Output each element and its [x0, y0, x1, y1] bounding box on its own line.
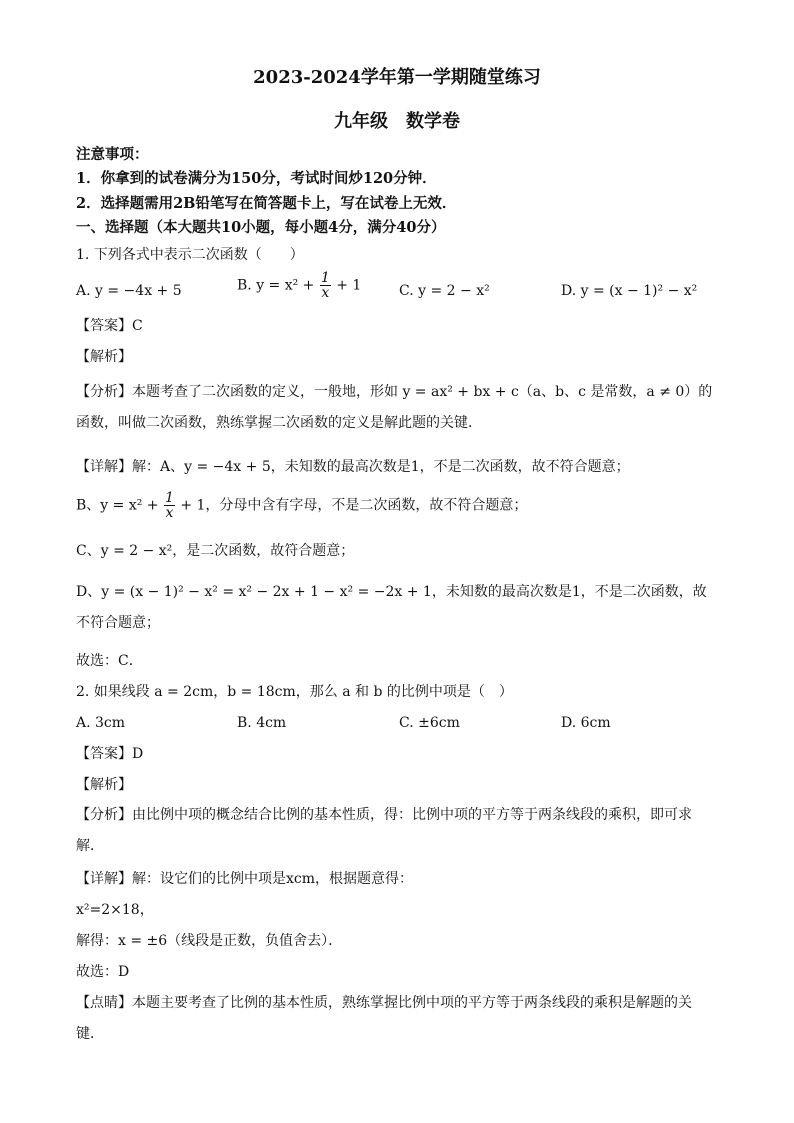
q2-dianjing: 【点睛】本题主要考查了比例的基本性质，熟练掌握比例中项的平方等于两条线段的乘积是解题的关键．: [76, 995, 692, 1042]
q1-choose: 故选：C．: [76, 653, 143, 669]
q1-xiangjie-b: [76, 491, 527, 520]
notice-heading: 注意事项：: [76, 146, 149, 163]
section-heading: 一、选择题（本大题共10小题，每小题4分，满分40分）: [76, 219, 446, 236]
q2-analysis-label: 【解析】: [76, 777, 132, 793]
q1-option-b-pre: B. y = x² +: [237, 277, 319, 294]
q2-answer: 【答案】D: [76, 746, 144, 762]
fraction-denominator: x: [165, 505, 174, 521]
notice-item-1: 1．你拿到的试卷满分为150分，考试时间炒120分钟．: [76, 170, 437, 187]
q1-option-a: A. y = −4x + 5: [76, 283, 182, 299]
fraction-numerator: 1: [320, 270, 330, 286]
fraction: [164, 491, 175, 520]
q1-xiangjie-a: 【详解】解：A、y = −4x + 5，未知数的最高次数是1，不是二次函数，故不符合题意；: [76, 459, 630, 475]
q2-choose: 故选：D: [76, 964, 130, 980]
q1-answer: 【答案】C: [76, 318, 143, 334]
q1-xiangjie-b-pre: B、y = x² +: [76, 497, 163, 514]
q2-option-b: B. 4cm: [237, 715, 287, 731]
fraction: [320, 271, 331, 300]
q1-option-b-post: + 1: [331, 277, 362, 294]
q2-xiangjie: 【详解】解：设它们的比例中项是xcm，根据题意得：: [76, 871, 414, 887]
q2-option-a: A. 3cm: [76, 715, 126, 731]
q2-solve: 解得：x = ±6（线段是正数，负值舍去）．: [76, 933, 343, 949]
q1-xiangjie-d: D、y = (x − 1)² − x² = x² − 2x + 1 − x² = −2x + 1，未知数的最高次数是1，不是二次函数，故不符合题意；: [76, 584, 707, 631]
q1-analysis-label: 【解析】: [76, 349, 132, 365]
q1-option-b: [237, 271, 361, 300]
fraction-denominator: x: [321, 285, 330, 301]
q2-fenxi: 【分析】由比例中项的概念结合比例的基本性质，得：比例中项的平方等于两条线段的乘积，即可求解．: [76, 807, 692, 854]
q2-equation: x²=2×18，: [76, 902, 154, 918]
page-title: 2023-2024学年第一学期随堂练习: [253, 67, 541, 88]
notice-item-2: 2．选择题需用2B铅笔写在简答题卡上，写在试卷上无效．: [76, 195, 457, 212]
q1-option-d: D. y = (x − 1)² − x²: [561, 283, 698, 299]
q1-option-c: C. y = 2 − x²: [399, 283, 490, 299]
q1-fenxi: 【分析】本题考查了二次函数的定义，一般地，形如 y = ax² + bx + c（a、b、c 是常数，a ≠ 0）的函数，叫做二次函数，熟练掌握二次函数的定义是解此题的关键．: [76, 384, 713, 431]
q2-option-c: C. ±6cm: [399, 715, 460, 731]
fraction-numerator: 1: [164, 490, 174, 506]
q1-xiangjie-b-post: + 1，分母中含有字母，不是二次函数，故不符合题意；: [175, 497, 528, 514]
q2-option-d: D. 6cm: [561, 715, 611, 731]
q2-stem: 2. 如果线段 a = 2cm，b = 18cm，那么 a 和 b 的比例中项是（ ）: [76, 684, 513, 700]
q1-stem: 1. 下列各式中表示二次函数（ ）: [76, 247, 304, 263]
q1-xiangjie-c: C、y = 2 − x²，是二次函数，故符合题意；: [76, 543, 355, 559]
page-subtitle: 九年级 数学卷: [334, 111, 460, 132]
